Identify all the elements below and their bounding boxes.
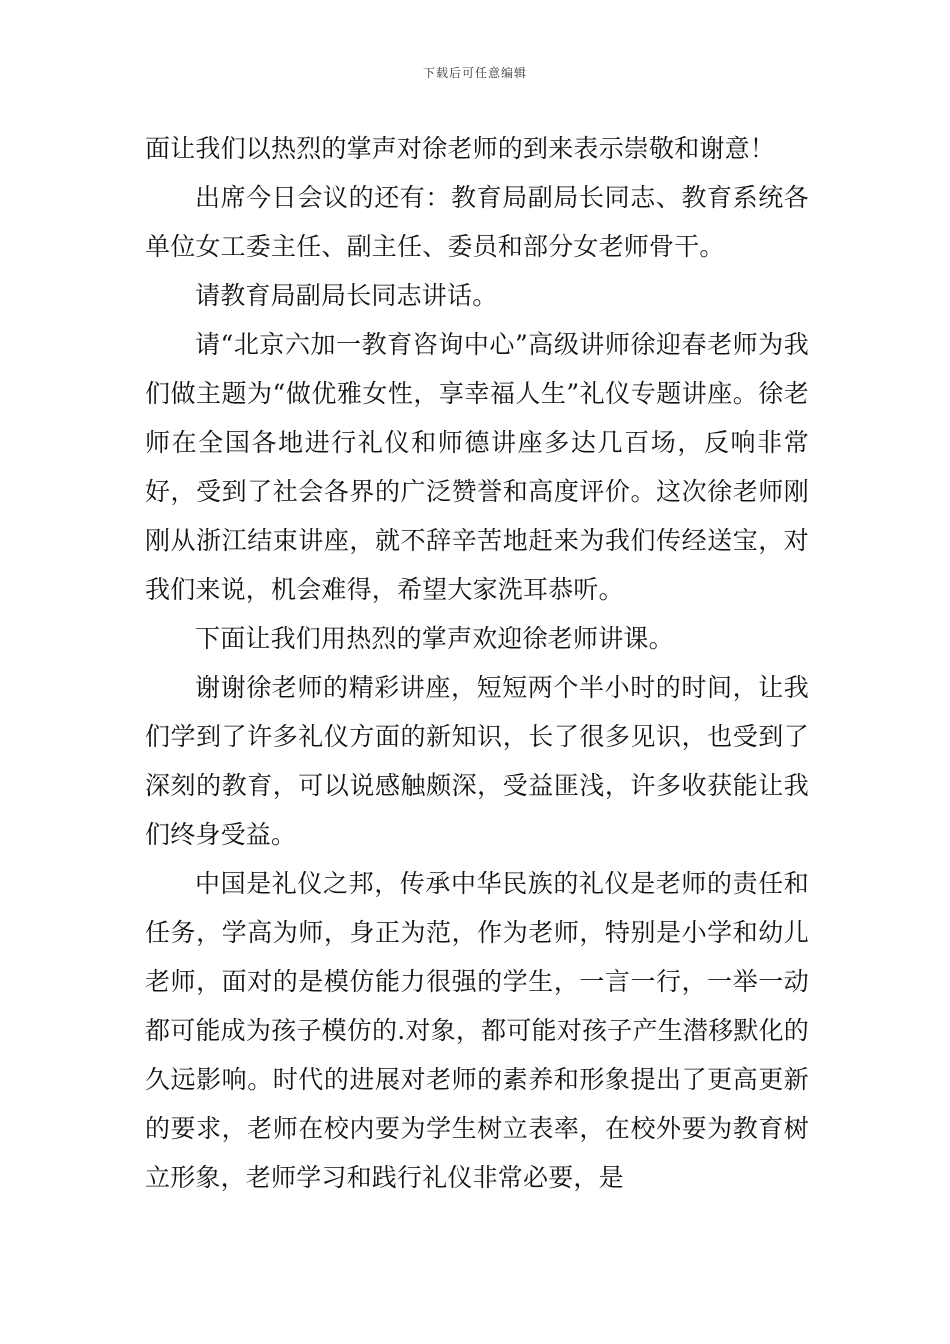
paragraph-welcome: 下面让我们用热烈的掌声欢迎徐老师讲课。 (195, 624, 674, 653)
page-header-note: 下载后可任意编辑 (422, 66, 527, 80)
paragraph-continuation: 面让我们以热烈的掌声对徐老师的到来表示崇敬和谢意！ (145, 134, 776, 163)
paragraph-lecturer-intro: 请“北京六加一教育咨询中心”高级讲师徐迎春老师为我们做主题为“做优雅女性，享幸福人生”礼仪专题讲座。徐老师在全国各地进行礼仪和师德讲座多达几百场，反响非常好，受到了社会各界的广泛赞誉和高度评价。这次徐老师刚刚从浙江结束讲座，就不辞辛苦地赶来为我们传经送宝，对我们来说，机会难得，希望大家洗耳恭听。 (145, 330, 809, 604)
paragraph-attendees: 出席今日会议的还有：教育局副局长同志、教育系统各单位女工委主任、副主任、委员和部分女老师骨干。 (145, 183, 809, 261)
document-body (145, 124, 809, 1202)
paragraph-etiquette: 中国是礼仪之邦，传承中华民族的礼仪是老师的责任和任务，学高为师，身正为范，作为老师，特别是小学和幼儿老师，面对的是模仿能力很强的学生，一言一行，一举一动都可能成为孩子模仿的.对象，都可能对孩子产生潜移默化的久远影响。时代的进展对老师的素养和形象提出了更高更新的要求，老师在校内要为学生树立表率，在校外要为教育树立形象，老师学习和践行礼仪非常必要，是 (145, 869, 809, 1192)
paragraph-invite-speech: 请教育局副局长同志讲话。 (195, 281, 498, 310)
paragraph-thanks: 谢谢徐老师的精彩讲座，短短两个半小时的时间，让我们学到了许多礼仪方面的新知识，长了很多见识，也受到了深刻的教育，可以说感触颇深，受益匪浅，许多收获能让我们终身受益。 (145, 673, 809, 849)
